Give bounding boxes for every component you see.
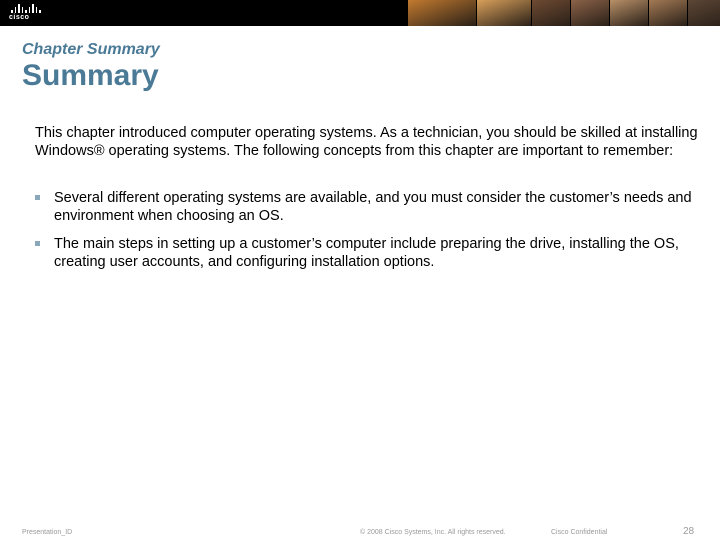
- page-title: Summary: [22, 59, 159, 92]
- intro-paragraph: This chapter introduced computer operating systems. As a technician, you should be skilled at installing Windows® operating systems. The following concepts from this chapter are important to remember:: [35, 125, 698, 159]
- square-bullet-icon: [35, 195, 40, 200]
- cisco-wordmark: cisco: [9, 14, 30, 21]
- photo-person-4: [649, 0, 687, 26]
- page-number: 28: [683, 526, 695, 537]
- photo-person-2: [571, 0, 609, 26]
- footer-copyright: © 2008 Cisco Systems, Inc. All rights reserved.: [360, 529, 506, 536]
- photo-person-5: [688, 0, 720, 26]
- chapter-title: Chapter Summary: [22, 41, 160, 58]
- bullet-text: Several different operating systems are available, and you must consider the customer’s needs and environment when choosing an OS.: [54, 190, 692, 224]
- square-bullet-icon: [35, 241, 40, 246]
- footer-confidential: Cisco Confidential: [551, 529, 608, 536]
- photo-person-3: [610, 0, 648, 26]
- bullet-item: [35, 189, 695, 225]
- photo-collage-2: [477, 0, 531, 26]
- summary-bullet-list: [35, 189, 695, 281]
- photo-collage-1: [408, 0, 476, 26]
- cisco-bridge-icon: [11, 4, 43, 13]
- photo-strip: [408, 0, 720, 26]
- header-bar: [0, 0, 720, 26]
- bullet-text: The main steps in setting up a customer’s computer include preparing the drive, installing the OS, creating user accounts, and configuring installation options.: [54, 236, 679, 270]
- bullet-item: [35, 235, 695, 271]
- footer-presentation-id: Presentation_ID: [22, 529, 73, 536]
- photo-person-1: [532, 0, 570, 26]
- cisco-logo: [9, 4, 43, 22]
